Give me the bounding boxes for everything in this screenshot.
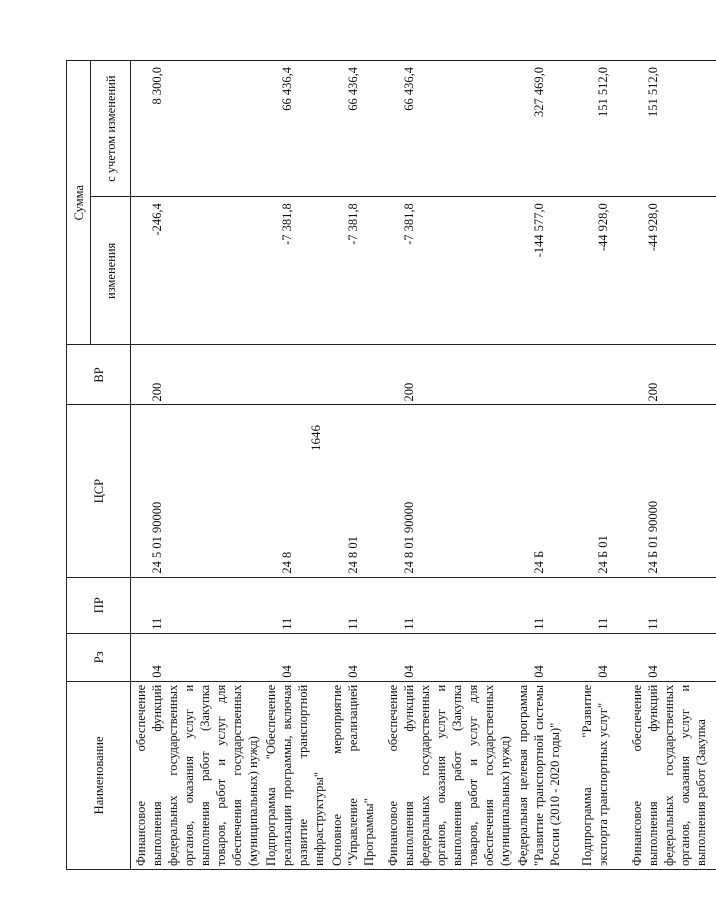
row-rz-cell: 04 [327, 633, 383, 681]
row-total-cell: 66 436,4 [327, 61, 383, 197]
page-number: 1646 [308, 425, 323, 451]
table-row [261, 61, 327, 870]
row-vr-cell: 200 [383, 345, 513, 405]
row-rz-cell: 04 [131, 633, 262, 681]
row-pr-cell: 11 [627, 577, 716, 633]
row-rz-cell: 04 [513, 633, 577, 681]
row-change-cell: -44 928,0 [627, 197, 716, 345]
row-rz-cell: 04 [577, 633, 627, 681]
row-csr-cell: 24 8 01 90000 [383, 405, 513, 577]
table-row [513, 61, 577, 870]
header-pr: ПР [67, 577, 131, 633]
row-csr-cell: 24 5 01 90000 [131, 405, 262, 577]
table-row [577, 61, 627, 870]
table-row [327, 61, 383, 870]
row-change-cell: -7 381,8 [261, 197, 327, 345]
document-table-container [66, 60, 708, 870]
header-sum: Сумма [67, 61, 91, 345]
header-name: Наименование [67, 681, 131, 869]
row-csr-cell: 24 Б [513, 405, 577, 577]
row-total-cell: 66 436,4 [261, 61, 327, 197]
row-name-cell: Подпрограмма "Развитие экспорта транспортных услуг" [577, 681, 627, 869]
rotated-table-frame [66, 60, 708, 870]
row-rz-cell: 04 [383, 633, 513, 681]
row-name-cell: Финансовое обеспечение выполнения функций федеральных государственных органов, оказания услуг и выполнения работ (Закупка товаров, работ и услуг для обеспечения государственных (муниципальных) нужд) [383, 681, 513, 869]
header-rz: Рз [67, 633, 131, 681]
row-total-cell: 8 300,0 [131, 61, 262, 197]
row-pr-cell: 11 [577, 577, 627, 633]
header-csr: ЦСР [67, 405, 131, 577]
row-pr-cell: 11 [383, 577, 513, 633]
header-change: изменения [91, 197, 131, 345]
row-name-cell: Федеральная целевая программа "Развитие транспортной системы России (2010 - 2020 годы)" [513, 681, 577, 869]
row-pr-cell: 11 [131, 577, 262, 633]
row-change-cell: -7 381,8 [327, 197, 383, 345]
budget-table-body [131, 61, 716, 870]
table-row [131, 61, 262, 870]
row-total-cell: 151 512,0 [577, 61, 627, 197]
header-vr: ВР [67, 345, 131, 405]
table-row [383, 61, 513, 870]
row-vr-cell: 200 [627, 345, 716, 405]
row-total-cell: 66 436,4 [383, 61, 513, 197]
row-name-cell: Подпрограмма "Обеспечение реализации программы, включая развитие транспортной инфраструктуры" [261, 681, 327, 869]
row-vr-cell: 200 [131, 345, 262, 405]
row-name-cell: Основное мероприятие "Управление реализацией Программы" [327, 681, 383, 869]
row-change-cell: -144 577,0 [513, 197, 577, 345]
row-csr-cell: 24 8 01 [327, 405, 383, 577]
row-change-cell: -246,4 [131, 197, 262, 345]
row-change-cell: -44 928,0 [577, 197, 627, 345]
row-csr-cell: 24 8 [261, 405, 327, 577]
row-csr-cell: 24 Б 01 [577, 405, 627, 577]
row-vr-cell [513, 345, 577, 405]
row-total-cell: 327 469,0 [513, 61, 577, 197]
row-rz-cell: 04 [627, 633, 716, 681]
header-with-change: с учетом изменений [91, 61, 131, 197]
row-pr-cell: 11 [513, 577, 577, 633]
row-change-cell: -7 381,8 [383, 197, 513, 345]
row-vr-cell [261, 345, 327, 405]
row-pr-cell: 11 [261, 577, 327, 633]
row-name-cell: Финансовое обеспечение выполнения функций федеральных государственных органов, оказания услуг и выполнения работ (Закупка товаров, работ и услуг для обеспечения государственных (муниципальных) нужд) [131, 681, 262, 869]
row-rz-cell: 04 [261, 633, 327, 681]
row-total-cell: 151 512,0 [627, 61, 716, 197]
row-vr-cell [577, 345, 627, 405]
row-csr-cell: 24 Б 01 90000 [627, 405, 716, 577]
table-row [627, 61, 716, 870]
row-vr-cell [327, 345, 383, 405]
row-pr-cell: 11 [327, 577, 383, 633]
row-name-cell: Финансовое обеспечение выполнения функций федеральных государственных органов, оказания услуг и выполнения работ (Закупка [627, 681, 716, 869]
budget-table [66, 60, 716, 870]
